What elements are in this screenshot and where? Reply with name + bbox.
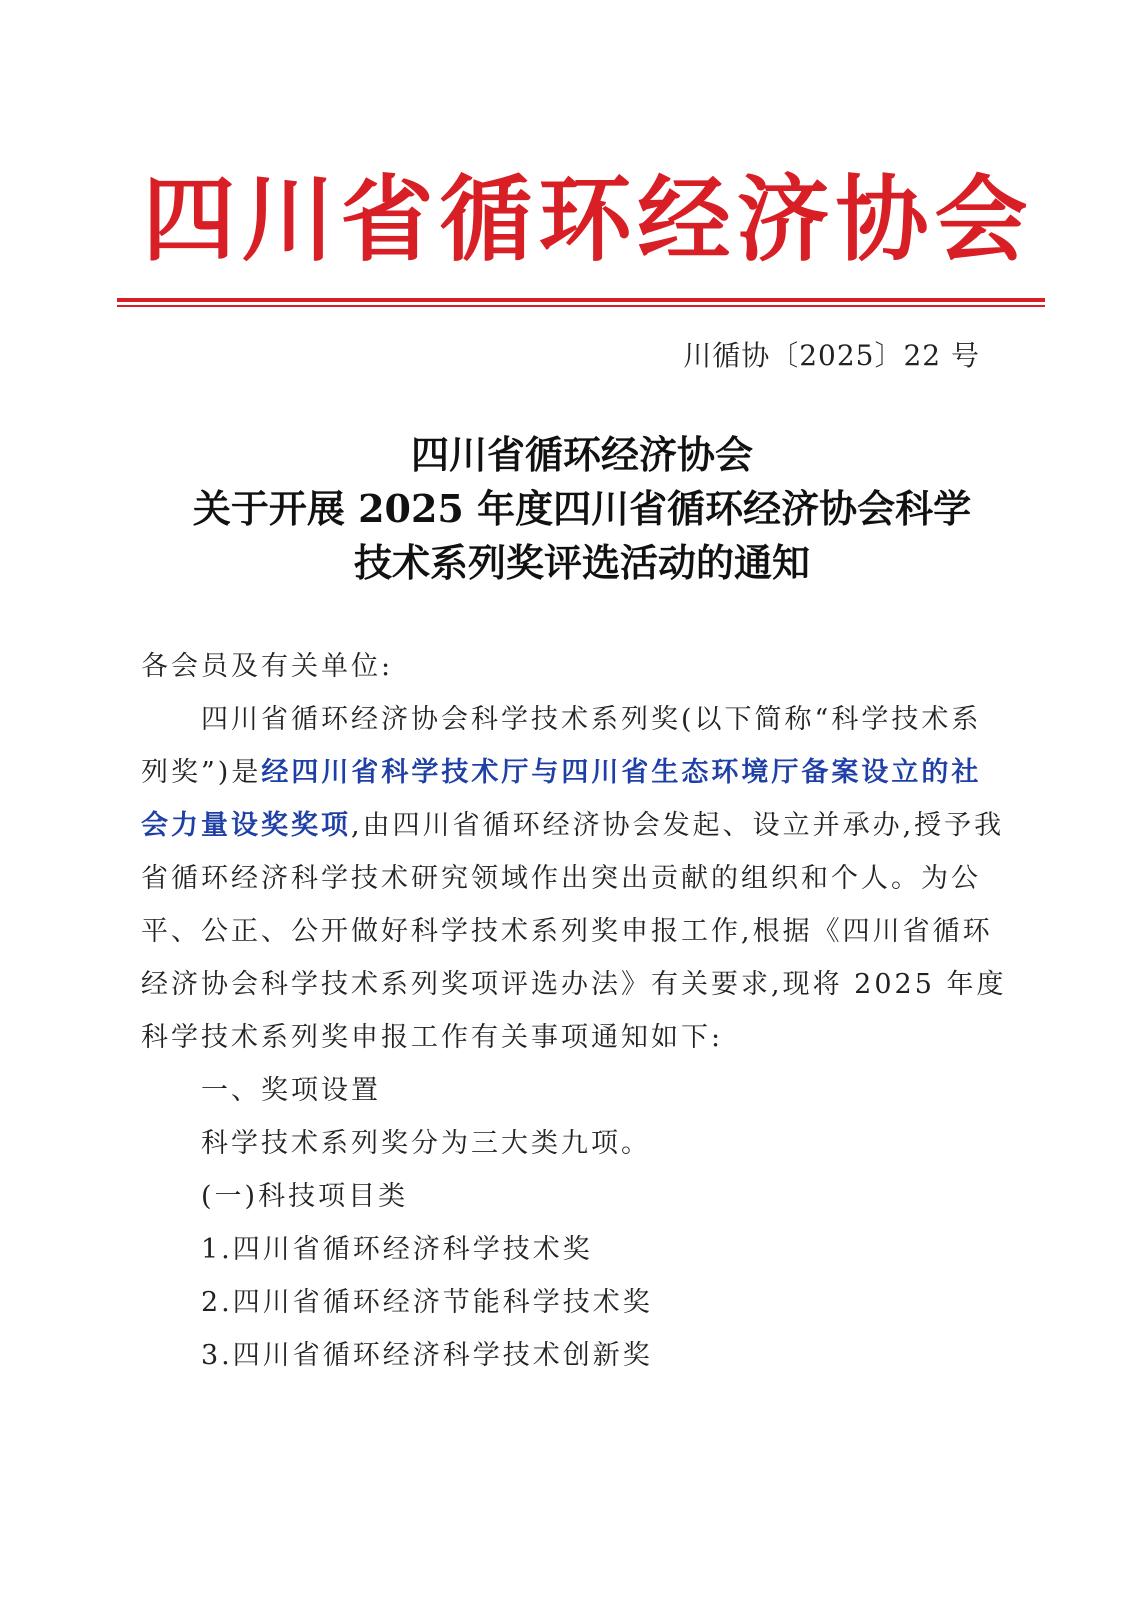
award-item: 3.四川省循环经济科学技术创新奖 xyxy=(201,1340,653,1371)
subsection-heading-tech-projects: (一)科技项目类 xyxy=(201,1181,409,1212)
intro-paragraph-highlight: 经四川省科学技术厅与四川省生态环境厅备案设立的社会力量设奖奖项 xyxy=(141,757,982,841)
intro-paragraph xyxy=(141,693,1007,1064)
salutation: 各会员及有关单位: xyxy=(141,651,394,682)
title-line-3: 技术系列奖评选活动的通知 xyxy=(353,540,810,585)
title-line-1: 四川省循环经济协会 xyxy=(410,432,753,477)
intro-paragraph-end: ,由四川省循环经济协会发起、设立并承办,授予我省循环经济科学技术研究领域作出突出贡献的组织和个人。为公平、公正、公开做好科学技术系列奖申报工作,根据《四川省循环经济协会科学技术系列奖项评选办法》有关要求,现将 2025 年度科学技术系列奖申报工作有关事项通知如下: xyxy=(141,810,1007,1053)
award-item: 2.四川省循环经济节能科学技术奖 xyxy=(201,1287,653,1318)
award-item: 1.四川省循环经济科学技术奖 xyxy=(201,1234,593,1265)
document-body xyxy=(141,640,1007,1382)
intro-paragraph-start: 四川省循环经济协会科学技术系列奖(以下简称“科学技术系列奖”)是 xyxy=(141,704,982,788)
header-divider-thin xyxy=(117,305,1045,307)
document-number: 川循协〔2025〕22 号 xyxy=(683,339,980,372)
organization-header: 四川省循环经济协会 xyxy=(142,166,1034,274)
section-intro-text: 科学技术系列奖分为三大类九项。 xyxy=(201,1128,651,1159)
section-heading-awards: 一、奖项设置 xyxy=(201,1075,381,1106)
document-title xyxy=(120,428,1044,590)
header-divider-thick xyxy=(117,298,1045,302)
title-line-2: 关于开展 2025 年度四川省循环经济协会科学 xyxy=(192,486,972,531)
